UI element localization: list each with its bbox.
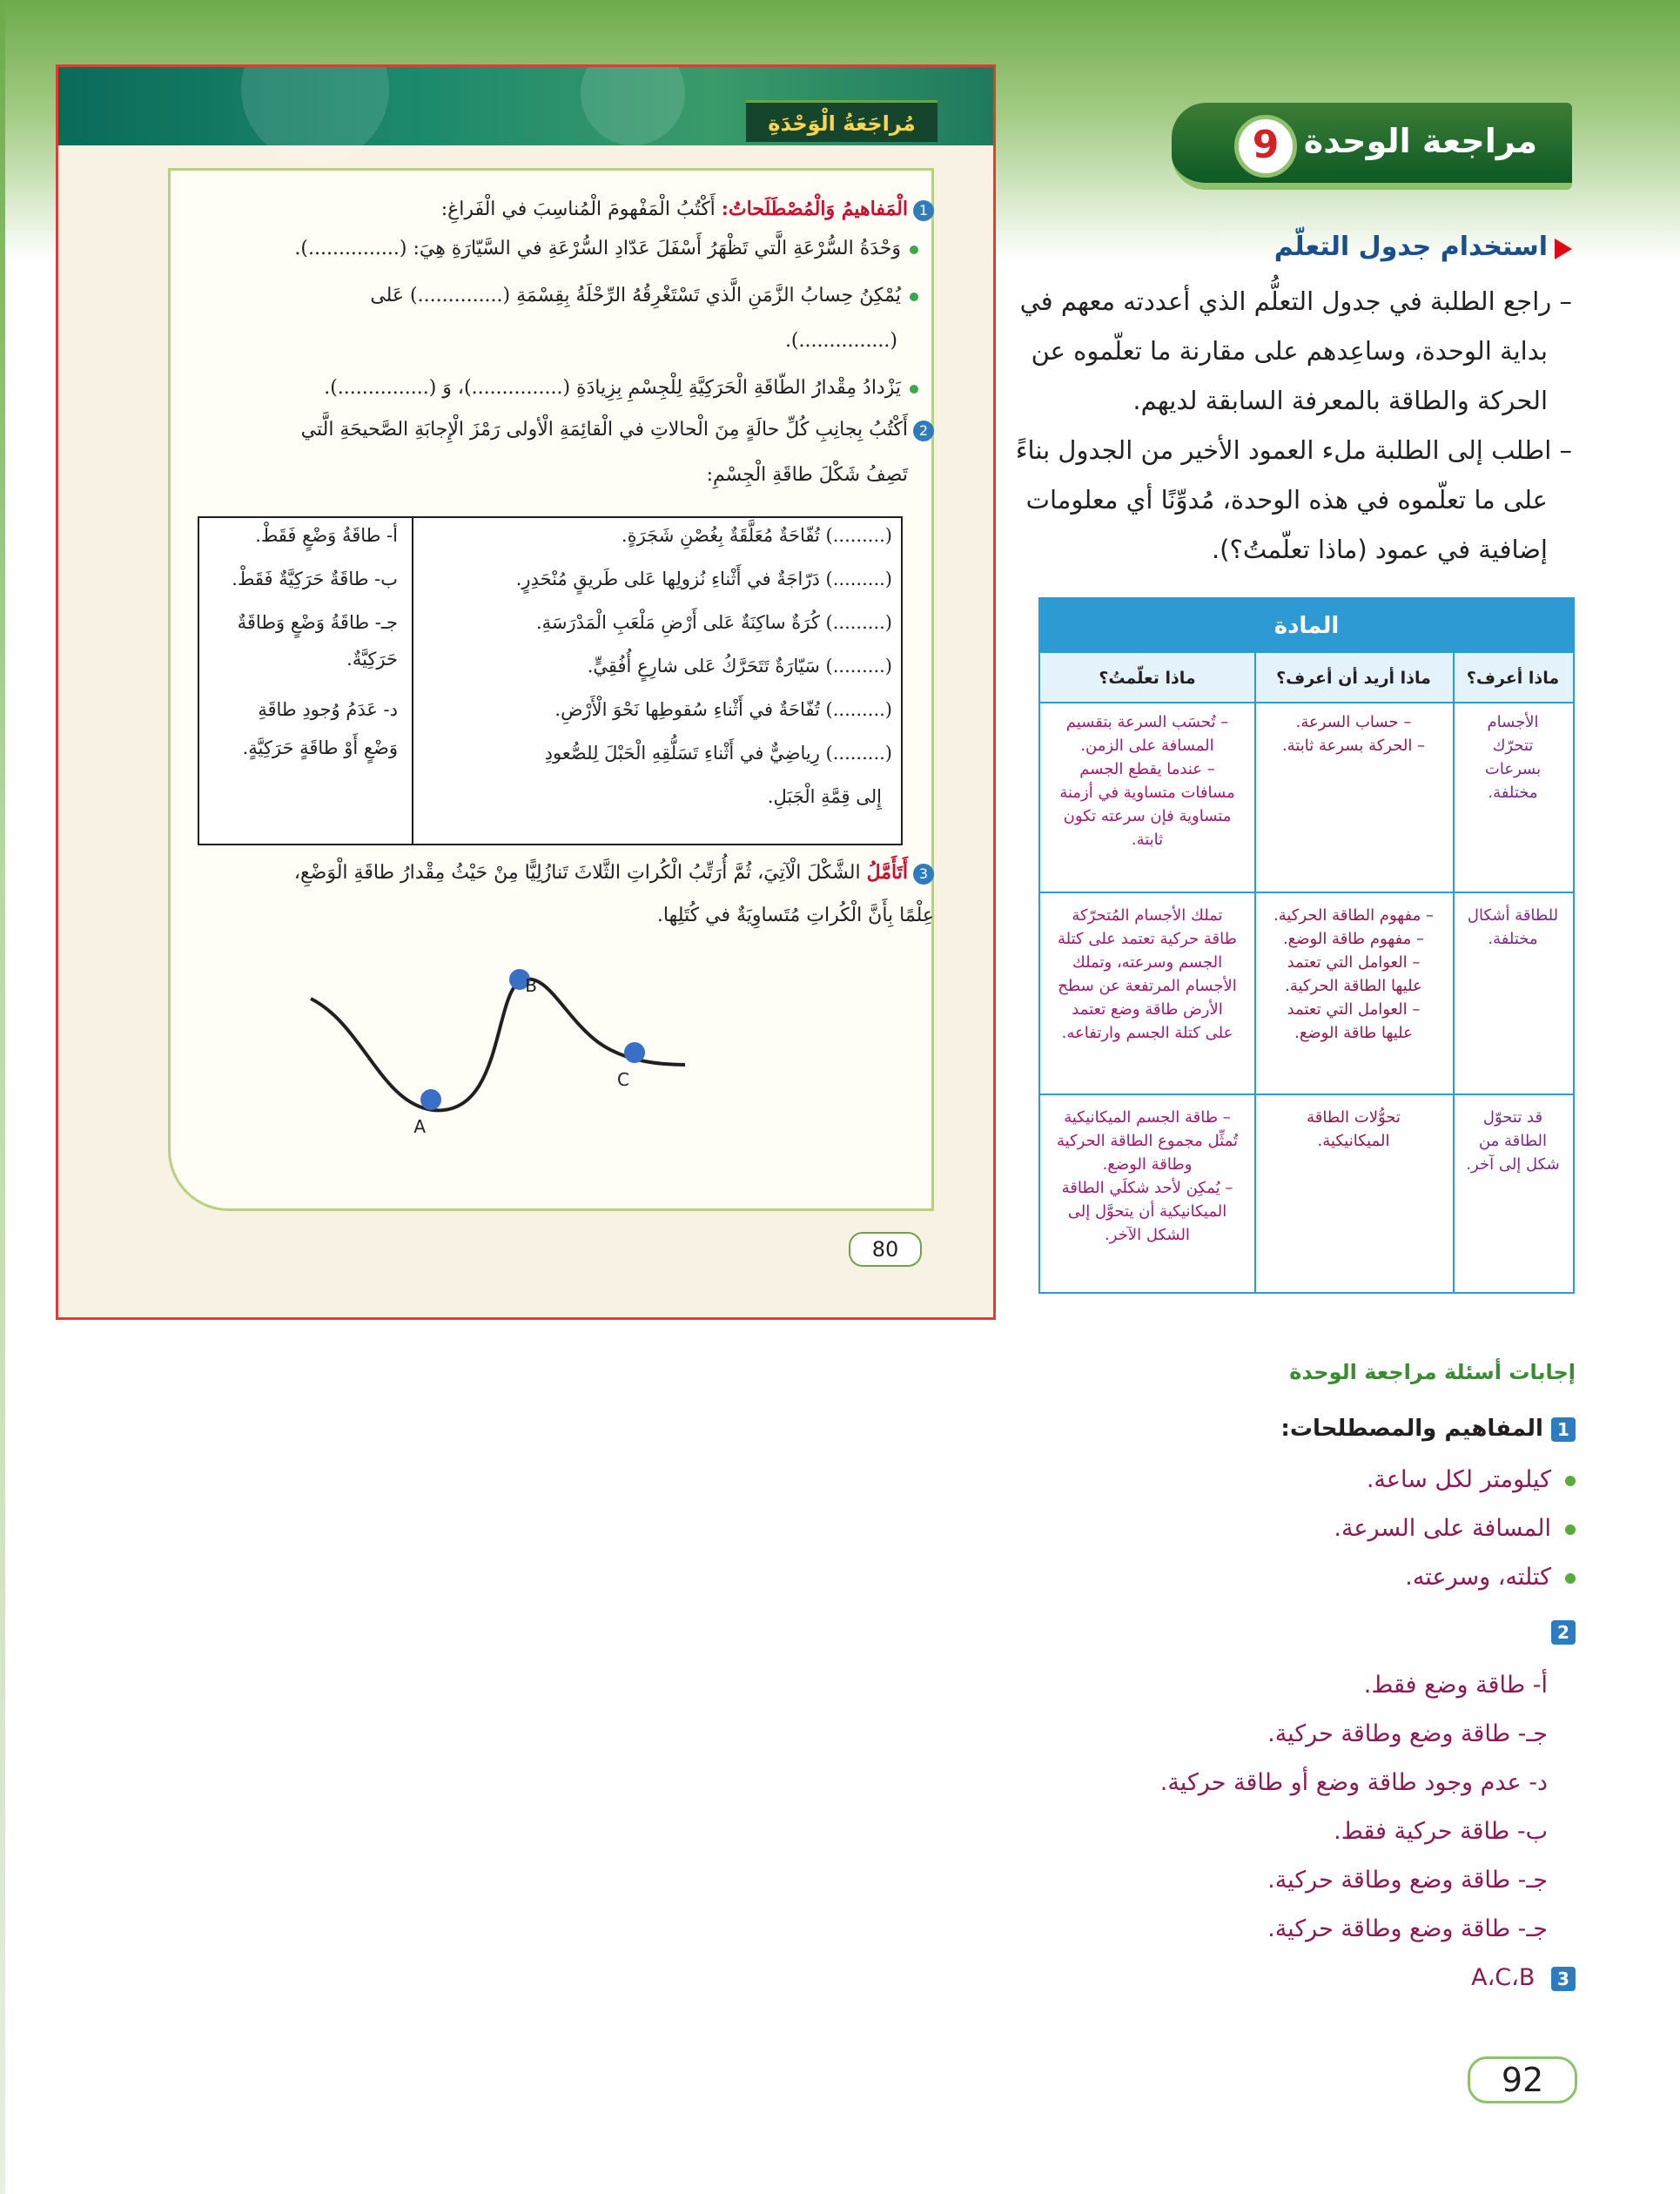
table-cell-know: للطاقة أشكال مختلفة. [1467, 906, 1559, 948]
option-row: ب- طاقَةٌ حَرَكِيَّةٌ فَقَطْ. [232, 569, 398, 589]
book-q1-label: الْمَفاهيمُ وَالْمُصْطَلَحاتُ: [721, 198, 908, 220]
book-page-number: 80 [849, 1232, 922, 1267]
table-cell-want: – مفهوم الطاقة الحركية. – مفهوم طاقة الوضع. – العوامل التي تعتمد عليها الطاقة الحركية. – العوامل التي تعتمد عليها طاقة الوضع. [1273, 906, 1435, 1042]
option-row: جـ- طاقَةُ وَضْعٍ وَطاقَةٌ [237, 612, 398, 633]
bullet-icon [1565, 1573, 1576, 1584]
table-cell-learned: – تُحسَب السرعة بتقسيم المسافة على الزمن. – عندما يقطع الجسم مسافات متساوية في أزمنة متساوية فإن سرعته تكون ثابتة. [1059, 713, 1235, 849]
col-header-want: ماذا أريد أن أعرف؟ [1254, 653, 1453, 703]
ball-b-label: B [525, 975, 537, 996]
answer-item: كيلومتر لكل ساعة. [1367, 1466, 1576, 1493]
col-header-learned: ماذا تعلّمتُ؟ [1040, 653, 1254, 703]
decor-circle [581, 64, 685, 145]
table-divider [1040, 892, 1573, 893]
decor-circle [241, 64, 389, 163]
answers-q3-row [1471, 1964, 1576, 1991]
case-row: (.........) تُفّاحَةٌ في أَثْناءِ سُقوطِها نَحْوَ الْأَرْضِ. [554, 699, 892, 720]
unit-number-badge: 9 [1234, 115, 1297, 178]
table-cell-learned: – طاقة الجسم الميكانيكية تُمثِّل مجموع الطاقة الحركية وطاقة الوضع. – يُمكِن لأحد شكلَي الطاقة الميكانيكية أن يتحوَّل إلى الشكل الآخر. [1056, 1108, 1239, 1244]
book-q2-heading-continued: تَصِفُ شَكْلَ طاقَةِ الْجِسْمِ: [706, 464, 908, 486]
table-divider [412, 518, 413, 844]
learning-table [1038, 597, 1575, 1294]
answer-item: أ- طاقة وضع فقط. [1363, 1672, 1548, 1699]
col-header-know: ماذا أعرف؟ [1453, 653, 1573, 703]
table-cell-learned: تملك الأجسام المُتحرّكة طاقة حركية تعتمد على كتلة الجسم وسرعته، وتملك الأجسام المرتفعة عن سطح الأرض طاقة وضع تعتمد على كتلة الجسم وارتفاعه. [1058, 906, 1237, 1042]
book-q1-item: وَحْدَةُ السُّرْعَةِ الَّتي تَظْهَرُ أَسْفَلَ عَدّادِ السُّرْعَةِ في السَّيّارَةِ هِيَ: (...............). [294, 238, 918, 259]
table-divider [1254, 653, 1256, 1292]
book-q2-number: 2 [913, 421, 934, 441]
answers-title: إجابات أسئلة مراجعة الوحدة [1289, 1360, 1576, 1384]
page-side-strip [0, 0, 5, 2194]
book-q1-number: 1 [913, 200, 934, 221]
table-divider [1453, 653, 1455, 1292]
case-row: (.........) كُرَةٌ ساكِنَةٌ عَلى أَرْضِ مَلْعَبِ الْمَدْرَسَةِ. [535, 612, 892, 633]
answers-q1-number: 1 [1551, 1417, 1576, 1442]
table-title: المادة [1040, 599, 1573, 653]
instruction-line: بداية الوحدة، وساعِدهم على مقارنة ما تعلّموه عن [1031, 336, 1548, 366]
book-q1-item: يَزْدادُ مِقْدارُ الطّاقَةِ الْحَرَكِيَّةِ لِلْجِسْمِ بِزِيادَةِ (...............)، وَ (...............). [324, 377, 918, 399]
case-row: (.........) تُفّاحَةٌ مُعَلَّقَةٌ بِغُصْنِ شَجَرَةٍ. [621, 525, 892, 546]
table-cell-want: – حساب السرعة. – الحركة بسرعة ثابتة. [1281, 713, 1426, 755]
book-matching-table [198, 516, 903, 845]
book-q3-heading: 3أَتَأَمَّلُ الشَّكْلَ الْآتِيَ، ثُمَّ أُرَتِّبُ الْكُراتِ الثَّلاثَ تَنازُلِيًّا مِنْ حَيْثُ مِقْدارُ طاقَةِ الْوَضْعِ، [294, 861, 934, 885]
curve-track-diagram [302, 946, 685, 1138]
table-cell-want: تحوُّلات الطاقة الميكانيكية. [1307, 1108, 1401, 1150]
book-q3-label: أَتَأَمَّلُ [866, 861, 908, 884]
answers-q3-number: 3 [1551, 1967, 1576, 1991]
answers-q1-title: المفاهيم والمصطلحات: [1280, 1416, 1543, 1442]
book-q3-heading-continued: عِلْمًا بِأَنَّ الْكُراتِ مُتَساوِيَةٌ في كُتَلِها. [656, 905, 934, 926]
option-row-continued: حَرَكِيَّةٌ. [346, 649, 398, 670]
section-title: استخدام جدول التعلّم [1273, 232, 1548, 262]
case-row: (.........) دَرّاجَةٌ في أَثْناءِ نُزولِها عَلى طَريقٍ مُنْحَدِرٍ. [515, 569, 892, 589]
answer-item: جـ- طاقة وضع وطاقة حركية. [1267, 1720, 1548, 1747]
option-row: أ- طاقَةُ وَضْعٍ فَقَطْ. [255, 525, 398, 546]
bullet-icon [1565, 1524, 1576, 1535]
answer-item: د- عدم وجود طاقة وضع أو طاقة حركية. [1159, 1769, 1548, 1796]
answer-item: جـ- طاقة وضع وطاقة حركية. [1267, 1915, 1548, 1942]
bullet-icon [910, 385, 918, 394]
ball-a-label: A [413, 1116, 426, 1137]
book-q1-item-continued: (...............). [784, 330, 897, 352]
table-divider [1040, 1094, 1573, 1095]
book-q1-heading [441, 198, 934, 221]
book-q1-text: أَكْتُبُ الْمَفْهومَ الْمُناسِبَ في الْفَراغِ: [440, 199, 716, 220]
page-number: 92 [1468, 2056, 1577, 2103]
answers-q2-heading [1551, 1618, 1576, 1645]
instruction-line: – اطلب إلى الطلبة ملء العمود الأخير من الجدول بناءً [1015, 435, 1572, 465]
bullet-icon [910, 246, 918, 254]
book-q3-number: 3 [913, 864, 934, 885]
instruction-line: الحركة والطاقة بالمعرفة السابقة لديهم. [1132, 386, 1548, 415]
answer-item: المسافة على السرعة. [1334, 1515, 1576, 1542]
ball-a [420, 1089, 441, 1110]
book-q1-item: يُمْكِنُ حِسابُ الزَّمَنِ الَّذي تَسْتَغْرِقُهُ الرِّحْلَةُ بِقِسْمَةِ (..............) عَلى [370, 285, 918, 306]
instruction-line: إضافية في عمود (ماذا تعلّمتُ؟). [1211, 535, 1548, 564]
table-cell-know: قد تتحوّل الطاقة من شكل إلى آخر. [1466, 1108, 1560, 1174]
option-row-continued: وَضْعٍ أَوْ طاقَةٍ حَرَكِيَّةٍ. [242, 737, 398, 758]
bullet-icon [1565, 1476, 1576, 1486]
table-cell-know: الأجسام تتحرّك بسرعات مختلفة. [1484, 713, 1542, 802]
answers-q1-heading [1280, 1416, 1576, 1442]
unit-title: مراجعة الوحدة [1303, 122, 1537, 160]
instruction-line: على ما تعلّموه في هذه الوحدة، مُدوِّنًا أي معلومات [1025, 485, 1548, 515]
unit-review-banner [1172, 103, 1572, 190]
answers-q2-number: 2 [1551, 1620, 1576, 1645]
case-row-continued: إِلى قِمَّةِ الْجَبَلِ. [767, 786, 882, 807]
case-row: (.........) سَيّارَةٌ تَتَحَرَّكُ عَلى شارِعٍ أُفُقِيٍّ. [587, 656, 892, 676]
answer-item: جـ- طاقة وضع وطاقة حركية. [1267, 1867, 1548, 1894]
case-row: (.........) رِياضِيٌّ في أَثْناءِ تَسَلُّقِهِ الْحَبْلَ لِلصُّعودِ [544, 743, 892, 764]
triangle-bullet-icon [1555, 239, 1572, 259]
bullet-icon [910, 293, 918, 301]
answer-item: ب- طاقة حركية فقط. [1334, 1818, 1548, 1845]
student-book-page [56, 64, 996, 1320]
option-row: د- عَدَمُ وُجودِ طاقَةِ [258, 699, 398, 720]
answers-q3-value: A،C،B [1471, 1964, 1536, 1991]
book-q2-heading: 2أَكْتُبُ بِجانِبِ كُلِّ حالَةٍ مِنَ الْحالاتِ في الْقائِمَةِ الْأولى رَمْزَ الْإِجابَةِ الصَّحيحَةِ الَّتي [301, 419, 934, 441]
answer-item: كتلته، وسرعته. [1405, 1564, 1576, 1591]
ball-c-label: C [617, 1069, 629, 1090]
book-unit-review-tab: مُراجَعَةُ الْوَحْدَةِ [746, 100, 937, 142]
instruction-line: – راجع الطلبة في جدول التعلُّم الذي أعددته معهم في [1019, 286, 1572, 316]
ball-c [624, 1042, 645, 1063]
